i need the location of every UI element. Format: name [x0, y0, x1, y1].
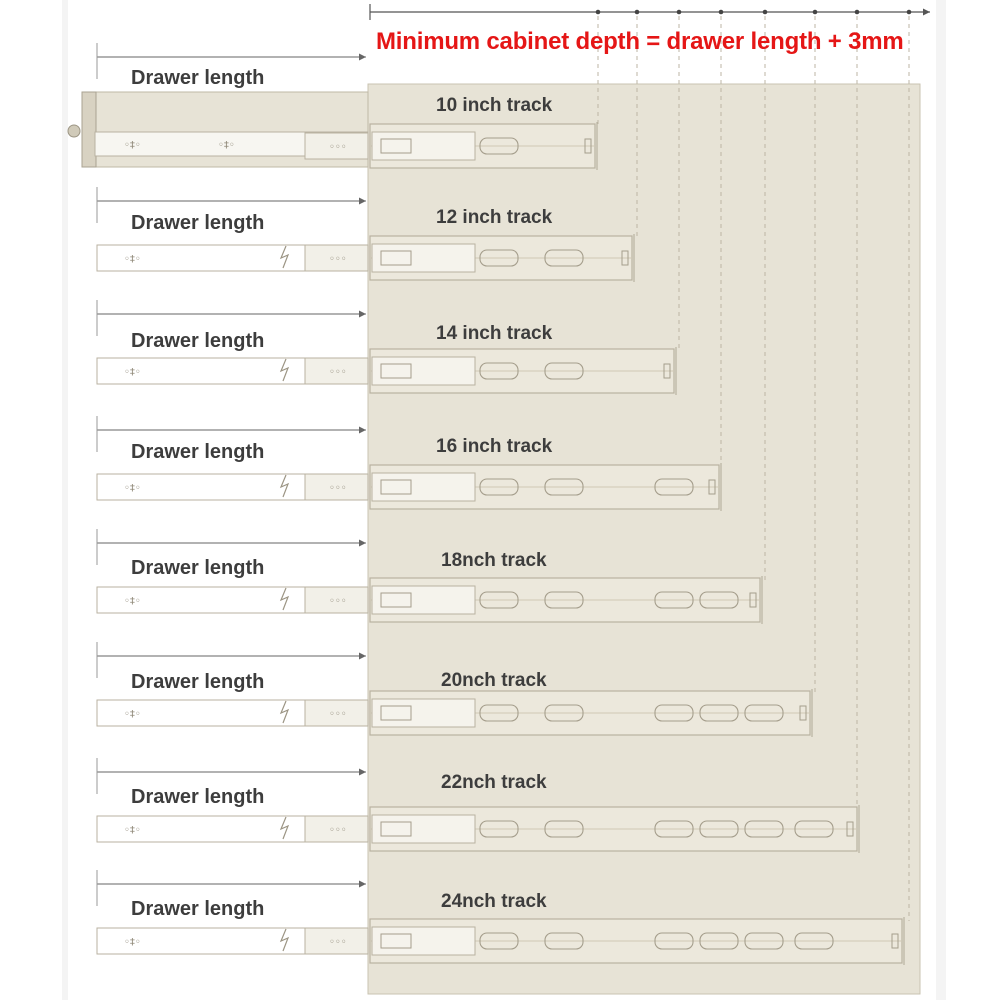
drawer-length-arrow — [359, 769, 366, 776]
drawer-length-label-5: Drawer length — [131, 557, 265, 579]
track-front-bracket — [372, 357, 475, 385]
track-label-8: 24nch track — [441, 891, 547, 912]
screw-mark: ◦◦◦ — [329, 937, 347, 948]
track-label-3: 14 inch track — [436, 323, 553, 344]
screw-mark: ◦◦◦ — [329, 483, 347, 494]
top-dimension-mark — [855, 10, 860, 15]
drawer-length-label-2: Drawer length — [131, 212, 265, 234]
screw-mark: ◦‡◦ — [124, 596, 141, 607]
drawer-length-label-3: Drawer length — [131, 330, 265, 352]
drawer-length-label-6: Drawer length — [131, 671, 265, 693]
screw-mark: ◦‡◦ — [124, 937, 141, 948]
top-dimension-mark — [907, 10, 912, 15]
screw-mark: ◦‡◦ — [124, 825, 141, 836]
screw-mark: ◦‡◦ — [124, 254, 141, 265]
top-dimension-mark — [719, 10, 724, 15]
screw-mark: ◦◦◦ — [329, 254, 347, 265]
screw-mark: ◦◦◦ — [329, 142, 347, 153]
drawer-length-arrow — [359, 427, 366, 434]
track-front-bracket — [372, 927, 475, 955]
screw-mark: ◦‡◦ — [124, 709, 141, 720]
top-dimension-mark — [635, 10, 640, 15]
top-dimension-mark — [813, 10, 818, 15]
screw-mark: ◦‡◦ — [124, 483, 141, 494]
right-margin-band — [936, 0, 946, 1000]
track-front-bracket — [372, 586, 475, 614]
headline: Minimum cabinet depth = drawer length + 3mm — [376, 28, 904, 55]
track-front-bracket — [372, 473, 475, 501]
top-dimension-mark — [677, 10, 682, 15]
drawer-length-arrow — [359, 311, 366, 318]
left-margin-band — [62, 0, 68, 1000]
track-label-2: 12 inch track — [436, 207, 553, 228]
top-dimension-arrow — [923, 9, 930, 16]
drawer-length-label-8: Drawer length — [131, 898, 265, 920]
track-label-6: 20nch track — [441, 670, 547, 691]
screw-mark: ◦◦◦ — [329, 596, 347, 607]
screw-mark: ◦‡◦ — [124, 367, 141, 378]
screw-mark: ◦‡◦ — [124, 140, 141, 151]
track-label-4: 16 inch track — [436, 436, 553, 457]
drawer-length-label-7: Drawer length — [131, 786, 265, 808]
track-front-bracket — [372, 699, 475, 727]
top-dimension-mark — [763, 10, 768, 15]
drawer-knob-icon — [68, 125, 80, 137]
track-front-bracket — [372, 815, 475, 843]
track-label-7: 22nch track — [441, 772, 547, 793]
drawer-length-label-1: Drawer length — [131, 67, 265, 89]
drawer-length-label-4: Drawer length — [131, 441, 265, 463]
screw-mark: ◦◦◦ — [329, 709, 347, 720]
drawer-length-arrow — [359, 198, 366, 205]
track-front-bracket — [372, 132, 475, 160]
screw-mark: ◦◦◦ — [329, 367, 347, 378]
screw-mark: ◦‡◦ — [218, 140, 235, 151]
track-label-1: 10 inch track — [436, 95, 553, 116]
drawer-length-arrow — [359, 653, 366, 660]
screw-mark: ◦◦◦ — [329, 825, 347, 836]
drawer-length-arrow — [359, 540, 366, 547]
track-label-5: 18nch track — [441, 550, 547, 571]
track-front-bracket — [372, 244, 475, 272]
drawer-length-arrow — [359, 881, 366, 888]
drawer-front-panel — [82, 92, 96, 167]
drawer-length-arrow — [359, 54, 366, 61]
top-dimension-mark — [596, 10, 601, 15]
